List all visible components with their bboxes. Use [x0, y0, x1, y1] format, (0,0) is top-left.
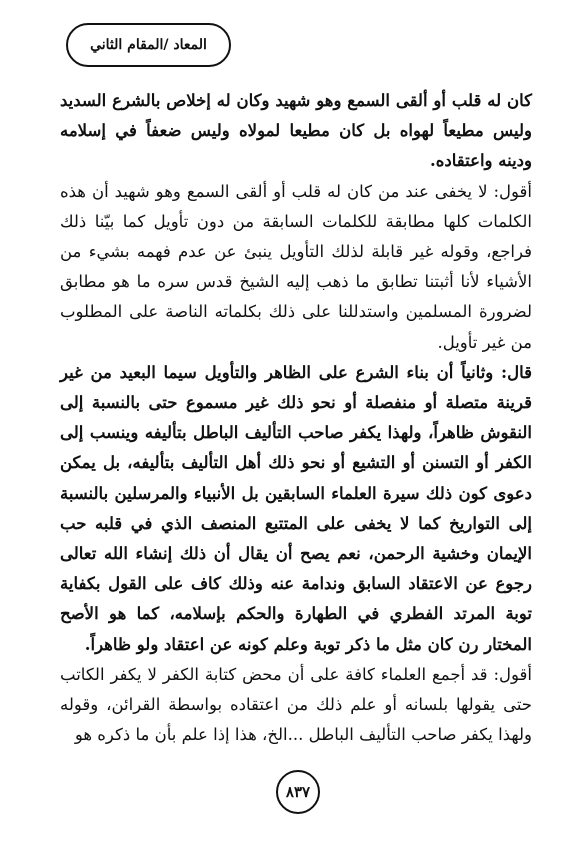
text-body — [60, 86, 532, 750]
running-header — [66, 23, 231, 67]
paragraph-quote-1: كان له قلب أو ألقى السمع وهو شهيد وكان له إخلاص بالشرع السديد وليس مطيعاً لهواه بل كان مطيعا لمولاه وليس ضعفاً في إسلامه ودينه واعتقاده. — [60, 91, 532, 171]
page-number-label: ٨٣٧ — [285, 783, 311, 801]
page-number — [276, 770, 320, 814]
paragraph-comment-1: أقول: لا يخفى عند من كان له قلب أو ألقى السمع وهو شهيد أن هذه الكلمات كلها مطابقة للكلمات السابقة من دون تأويل كما بيّنا ذلك فراجع، وقوله غير قابلة لذلك التأويل ينبئ عن عدم فهمه بشيء من الأشياء لأنا أثبتنا تطابق ما ذهب إليه الشيخ قدس سره ما هو مطابق لضرورة المسلمين واستدللنا على ذلك بكلماته الناصة على المطلوب من غير تأويل. — [60, 181, 532, 352]
header-title: المعاد /المقام الثاني — [90, 37, 207, 53]
paragraph-comment-2: أقول: قد أجمع العلماء كافة على أن محض كتابة الكفر لا يكفر الكاتب حتى يقولها بلسانه أو علم ذلك من اعتقاده بواسطة القرائن، وقوله ولهذا يكفر صاحب التأليف الباطل ...الخ، هذا إذا علم بأن ما ذكره هو — [60, 664, 532, 745]
paragraph-quote-2: قال: وثانياً أن بناء الشرع على الظاهر والتأويل سيما البعيد من غير قرينة متصلة أو منفصلة أو نحو ذلك غير مسموع حتى بالنسبة إلى النقوش ظاهراً، ولهذا يكفر صاحب التأليف الباطل بتأليفه وينسب إلى الكفر أو التسنن أو التشيع أو نحو ذلك أهل التأليف بتأليفه، بل يمكن دعوى كون ذلك سيرة العلماء السابقين بل الأنبياء والمرسلين بالنسبة إلى التواريخ كما لا يخفى على المتتبع المنصف الذي في قلبه حب الإيمان وخشية الرحمن، نعم يصح أن يقال أن ذلك إنشاء الله تعالى رجوع عن الاعتقاد السابق وندامة عنه وذلك كاف على القول بكفاية توبة المرتد الفطري في الطهارة والحكم بإسلامه، كما هو الأصح المختار رن كان مثل ما ذكر توبة وعلم كونه عن اعتقاد ولو ظاهراً. — [60, 362, 532, 654]
